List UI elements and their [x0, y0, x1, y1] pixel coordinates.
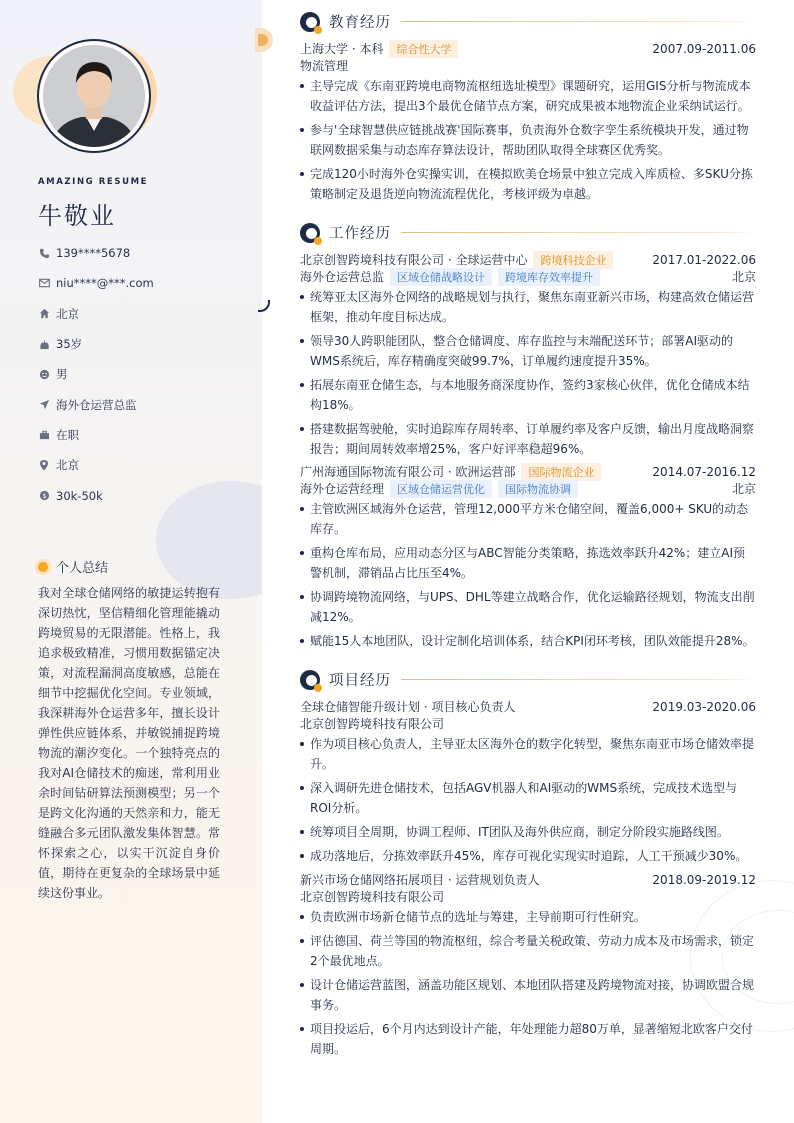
job-date: 2014.07-2016.12: [652, 464, 756, 479]
info-position: [38, 389, 253, 419]
info-age: [38, 329, 253, 359]
location-icon: [38, 459, 50, 471]
list-item: 负责欧洲市场新仓储节点的选址与筹建，主导前期可行性研究。: [300, 907, 756, 927]
info-status: [38, 420, 253, 450]
briefcase-icon: [38, 429, 50, 441]
school-name: 上海大学 · 本科: [300, 42, 384, 56]
list-item: 协调跨境物流网络，与UPS、DHL等建立战略合作，优化运输路径规划，物流支出削减12%。: [300, 587, 756, 627]
decor-arc: [258, 300, 270, 312]
job-date: 2017.01-2022.06: [652, 252, 756, 267]
cake-icon: [38, 338, 50, 350]
job-bullets: [300, 499, 756, 651]
avatar: [37, 39, 151, 153]
project-name: 全球仓储智能升级计划 · 项目核心负责人: [300, 700, 516, 714]
major: 物流管理: [300, 59, 349, 73]
education-date: 2007.09-2011.06: [652, 41, 756, 56]
company-tag: 国际物流企业: [521, 463, 601, 481]
school-tag: 综合性大学: [389, 40, 458, 58]
education-entry: [300, 40, 756, 208]
info-residence: [38, 299, 253, 329]
info-email: [38, 268, 253, 298]
work-heading: [300, 222, 756, 243]
info-position-text: 海外仓运营总监: [56, 397, 137, 412]
info-location-text: 北京: [56, 458, 79, 473]
project-entry: [300, 698, 756, 870]
svg-text:$: $: [41, 491, 47, 500]
mail-icon: [38, 277, 50, 289]
project-date: 2019.03-2020.06: [652, 699, 756, 714]
section-icon: [300, 670, 320, 690]
resume-tagline: AMAZING RESUME: [38, 177, 149, 187]
list-item: 完成120小时海外仓实操实训，在模拟欧美仓场景中独立完成入库质检、多SKU分拣策略制定及退货逆向物流流程优化，考核评级为卓越。: [300, 164, 756, 204]
list-item: 主导完成《东南亚跨境电商物流枢纽选址模型》课题研究，运用GIS分析与物流成本收益评估方法，提出3个最优仓储节点方案，研究成果被本地物流企业采纳试运行。: [300, 76, 756, 116]
list-item: 评估德国、荷兰等国的物流枢纽，综合考量关税政策、劳动力成本及市场需求，锁定2个最优地点。: [300, 931, 756, 971]
list-item: 统筹项目全周期，协调工程师、IT团队及海外供应商，制定分阶段实施路线图。: [300, 822, 756, 842]
list-item: 搭建数据驾驶舱，实时追踪库存周转率、订单履约率及客户反馈，输出月度战略洞察报告；期间周转效率增25%，客户好评率稳超96%。: [300, 419, 756, 459]
education-bullets: [300, 76, 756, 204]
list-item: 项目投运后，6个月内达到设计产能，年处理能力超80万单，显著缩短北欧客户交付周期。: [300, 1019, 756, 1059]
info-gender-text: 男: [56, 367, 68, 382]
project-bullets: [300, 907, 756, 1059]
project-org: 北京创智跨境科技有限公司: [300, 890, 445, 904]
skill-tag: 国际物流协调: [498, 480, 578, 498]
projects-heading: [300, 669, 756, 690]
avatar-photo: [43, 45, 145, 147]
project-date: 2018.09-2019.12: [652, 872, 756, 887]
section-icon: [300, 223, 320, 243]
info-location: [38, 450, 253, 480]
education-heading: [300, 11, 756, 32]
person-icon: [43, 45, 145, 147]
info-phone-text: 139****5678: [56, 246, 131, 261]
contact-info: [38, 238, 253, 511]
send-icon: [38, 399, 50, 411]
skill-tag: 区域仓储战略设计: [390, 268, 492, 286]
skill-tag: 区域仓储运营优化: [390, 480, 492, 498]
phone-icon: [38, 247, 50, 259]
list-item: 作为项目核心负责人，主导亚太区海外仓的数字化转型，聚焦东南亚市场仓储效率提升。: [300, 734, 756, 774]
info-age-text: 35岁: [56, 337, 83, 352]
list-item: 设计仓储运营蓝图，涵盖功能区规划、本地团队搭建及跨境物流对接，协调欧盟合规事务。: [300, 975, 756, 1015]
project-bullets: [300, 734, 756, 866]
project-entry: [300, 871, 756, 1063]
salary-icon: [38, 490, 50, 502]
section-icon: [300, 12, 320, 32]
job-role: 海外仓运营经理: [300, 482, 385, 496]
info-residence-text: 北京: [56, 306, 79, 321]
summary-heading-text: 个人总结: [56, 561, 109, 576]
company-name: 北京创智跨境科技有限公司 · 全球运营中心: [300, 253, 528, 267]
job-entry: [300, 463, 756, 655]
job-city: 北京: [731, 270, 756, 284]
info-salary-text: 30k-50k: [56, 488, 103, 503]
gender-icon: [38, 368, 50, 380]
sidebar: [0, 0, 262, 1123]
list-item: 领导30人跨职能团队，整合仓储调度、库存监控与末端配送环节；部署AI驱动的WMS系统后，库存精确度突破99.7%，订单履约速度提升35%。: [300, 331, 756, 371]
list-item: 参与'全球智慧供应链挑战赛'国际赛事，负责海外仓数字孪生系统模块开发，通过物联网数据采集与动态库存算法设计，帮助团队取得全球赛区优秀奖。: [300, 120, 756, 160]
list-item: 成功落地后，分拣效率跃升45%，库存可视化实现实时追踪，人工干预减少30%。: [300, 846, 756, 866]
list-item: 赋能15人本地团队，设计定制化培训体系，结合KPI闭环考核，团队效能提升28%。: [300, 631, 756, 651]
project-name: 新兴市场仓储网络拓展项目 · 运营规划负责人: [300, 873, 540, 887]
section-divider: [401, 679, 756, 680]
job-role: 海外仓运营总监: [300, 270, 385, 284]
company-tag: 跨境科技企业: [533, 251, 613, 269]
section-divider: [401, 21, 756, 22]
project-org: 北京创智跨境科技有限公司: [300, 717, 445, 731]
list-item: 主管欧洲区域海外仓运营，管理12,000平方米仓储空间，覆盖6,000+ SKU的动态库存。: [300, 499, 756, 539]
company-name: 广州海通国际物流有限公司 · 欧洲运营部: [300, 465, 516, 479]
info-gender: [38, 359, 253, 389]
projects-title: 项目经历: [329, 673, 391, 689]
job-city: 北京: [731, 482, 756, 496]
info-email-text: niu****@***.com: [56, 276, 154, 291]
work-title: 工作经历: [329, 226, 391, 242]
candidate-name: 牛敬业: [38, 202, 116, 230]
bullet-dot-icon: [38, 562, 48, 572]
home-icon: [38, 308, 50, 320]
list-item: 深入调研先进仓储技术，包括AGV机器人和AI驱动的WMS系统，完成技术选型与ROI分析。: [300, 778, 756, 818]
list-item: 统筹亚太区海外仓网络的战略规划与执行，聚焦东南亚新兴市场，构建高效仓储运营框架，推动年度目标达成。: [300, 287, 756, 327]
list-item: 拓展东南亚仓储生态，与本地服务商深度协作，签约3家核心伙伴，优化仓储成本结构18%。: [300, 375, 756, 415]
info-salary: [38, 480, 253, 510]
skill-tag: 跨境库存效率提升: [498, 268, 600, 286]
job-entry: [300, 251, 756, 463]
summary-text: 我对全球仓储网络的敏捷运转抱有深切热忱，坚信精细化管理能撬动跨境贸易的无限潜能。性格上，我追求极致精准，习惯用数据锚定决策，对流程漏洞高度敏感，总能在细节中挖掘优化空间。专业领域，我深耕海外仓运营多年，擅长设计弹性供应链体系，并敏锐捕捉跨境物流的潮汐变化。一个独特亮点的我对AI仓储技术的痴迷，常利用业余时间钻研算法预测模型；另一个是跨文化沟通的天然亲和力，能无缝融合多元团队激发集体智慧。常怀探索之心，以实干沉淀自身价值，期待在更复杂的全球场景中延续这份事业。: [38, 586, 220, 900]
info-phone: [38, 238, 253, 268]
education-title: 教育经历: [329, 15, 391, 31]
job-bullets: [300, 287, 756, 459]
list-item: 重构仓库布局，应用动态分区与ABC智能分类策略，拣选效率跃升42%；建立AI预警机制，滞销品占比压至4%。: [300, 543, 756, 583]
summary-heading: [38, 557, 108, 576]
section-divider: [401, 232, 756, 233]
info-status-text: 在职: [56, 427, 79, 442]
